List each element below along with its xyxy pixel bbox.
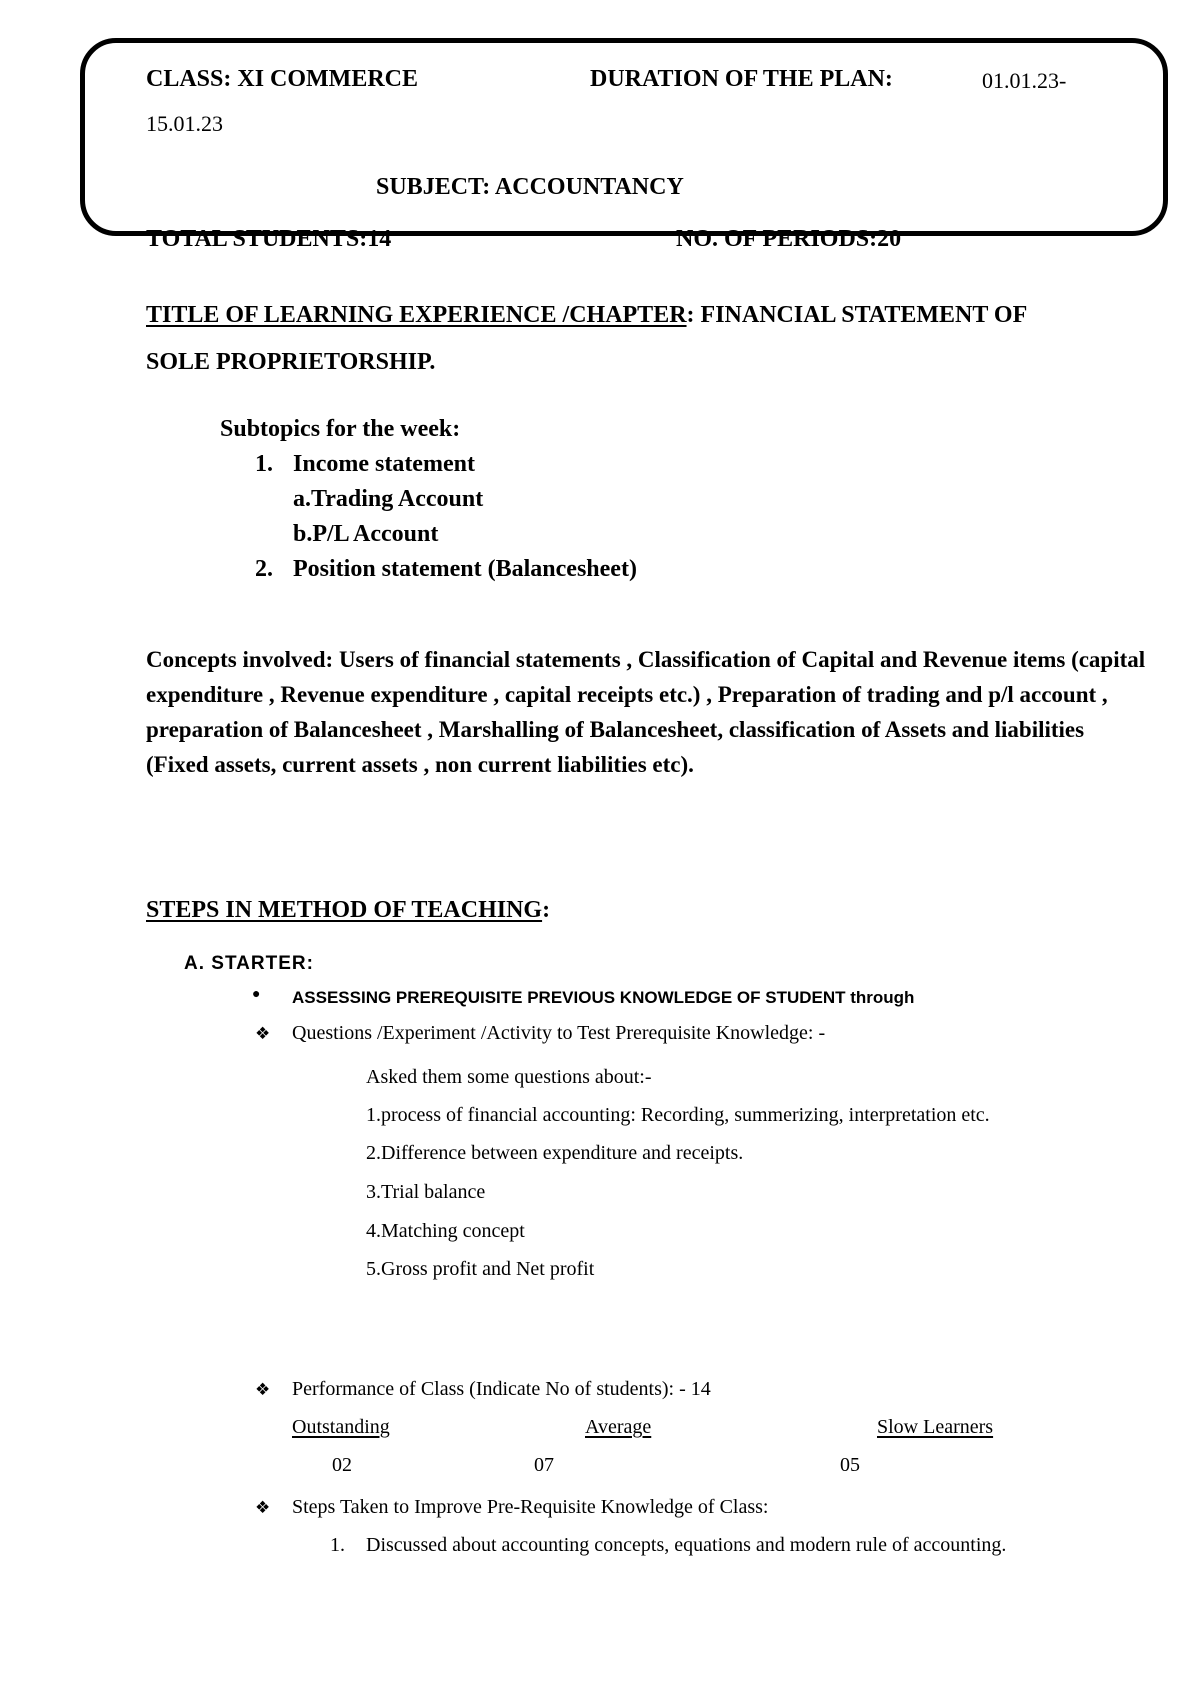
chapter-title-value: FINANCIAL STATEMENT OF	[694, 302, 1028, 328]
chapter-title-line2: SOLE PROPRIETORSHIP.	[146, 349, 436, 375]
no-of-periods: NO. OF PERIODS:20	[676, 226, 902, 252]
slow-learners-count: 05	[840, 1454, 860, 1476]
question-item: 5.Gross profit and Net profit	[366, 1258, 595, 1280]
subtopic-2-number: 2.	[255, 556, 273, 582]
subtopic-1-number: 1.	[255, 451, 273, 477]
asked-text: Asked them some questions about:-	[366, 1066, 652, 1088]
class-label: CLASS: XI COMMERCE	[146, 66, 419, 92]
question-item: 1.process of financial accounting: Recording, summerizing, interpretation etc.	[366, 1104, 990, 1126]
header-box-outline	[80, 38, 1168, 236]
concepts-paragraph: Concepts involved: Users of financial statements , Classification of Capital and Revenue items (capital expenditure , Revenue expenditure , capital receipts etc.) , Preparation of trading and p/l account , preparation of Balancesheet , Marshalling of Balancesheet, classification of Assets and liabilities (Fixed assets, current assets , non current liabilities etc).	[146, 647, 1146, 777]
question-item: 4.Matching concept	[366, 1220, 525, 1242]
performance-heading: Performance of Class (Indicate No of students): - 14	[292, 1378, 711, 1400]
question-item: 3.Trial balance	[366, 1181, 486, 1203]
assessing-text: ASSESSING PREREQUISITE PREVIOUS KNOWLEDGE OF STUDENT through	[292, 988, 915, 1007]
question-item: 2.Difference between expenditure and receipts.	[366, 1142, 744, 1164]
subtopics-heading: Subtopics for the week:	[220, 416, 461, 442]
chapter-title-line1	[146, 302, 1027, 329]
slow-learners-label: Slow Learners	[877, 1416, 994, 1438]
steps-heading-text: STEPS IN METHOD OF TEACHING	[146, 897, 543, 923]
duration-start: 01.01.23-	[982, 68, 1067, 93]
duration-end: 15.01.23	[146, 111, 223, 136]
outstanding-label: Outstanding	[292, 1416, 390, 1438]
outstanding-count: 02	[332, 1454, 352, 1476]
subject-label: SUBJECT: ACCOUNTANCY	[376, 174, 684, 200]
bullet-icon: ●	[252, 987, 261, 1002]
improve-item-number: 1.	[330, 1534, 345, 1556]
subtopic-1b: b.P/L Account	[293, 521, 439, 547]
chapter-title-label: TITLE OF LEARNING EXPERIENCE /CHAPTER	[146, 302, 687, 328]
improve-item: Discussed about accounting concepts, equations and modern rule of accounting.	[366, 1534, 1007, 1556]
average-label: Average	[585, 1416, 652, 1438]
improve-heading: Steps Taken to Improve Pre-Requisite Knowledge of Class:	[292, 1496, 769, 1518]
questions-heading: Questions /Experiment /Activity to Test Prerequisite Knowledge: -	[292, 1022, 826, 1044]
subtopic-2: Position statement (Balancesheet)	[293, 556, 637, 582]
steps-heading	[146, 897, 550, 924]
chapter-title-colon: :	[686, 302, 695, 328]
diamond-bullet-icon: ❖	[255, 1498, 271, 1518]
starter-label: A. STARTER:	[184, 953, 314, 974]
subtopic-1: Income statement	[293, 451, 475, 477]
steps-heading-colon: :	[542, 897, 551, 923]
duration-label: DURATION OF THE PLAN:	[590, 66, 893, 92]
total-students: TOTAL STUDENTS:14	[146, 226, 392, 252]
subtopic-1a: a.Trading Account	[293, 486, 484, 512]
average-count: 07	[534, 1454, 554, 1476]
diamond-bullet-icon: ❖	[255, 1024, 271, 1044]
diamond-bullet-icon: ❖	[255, 1380, 271, 1400]
